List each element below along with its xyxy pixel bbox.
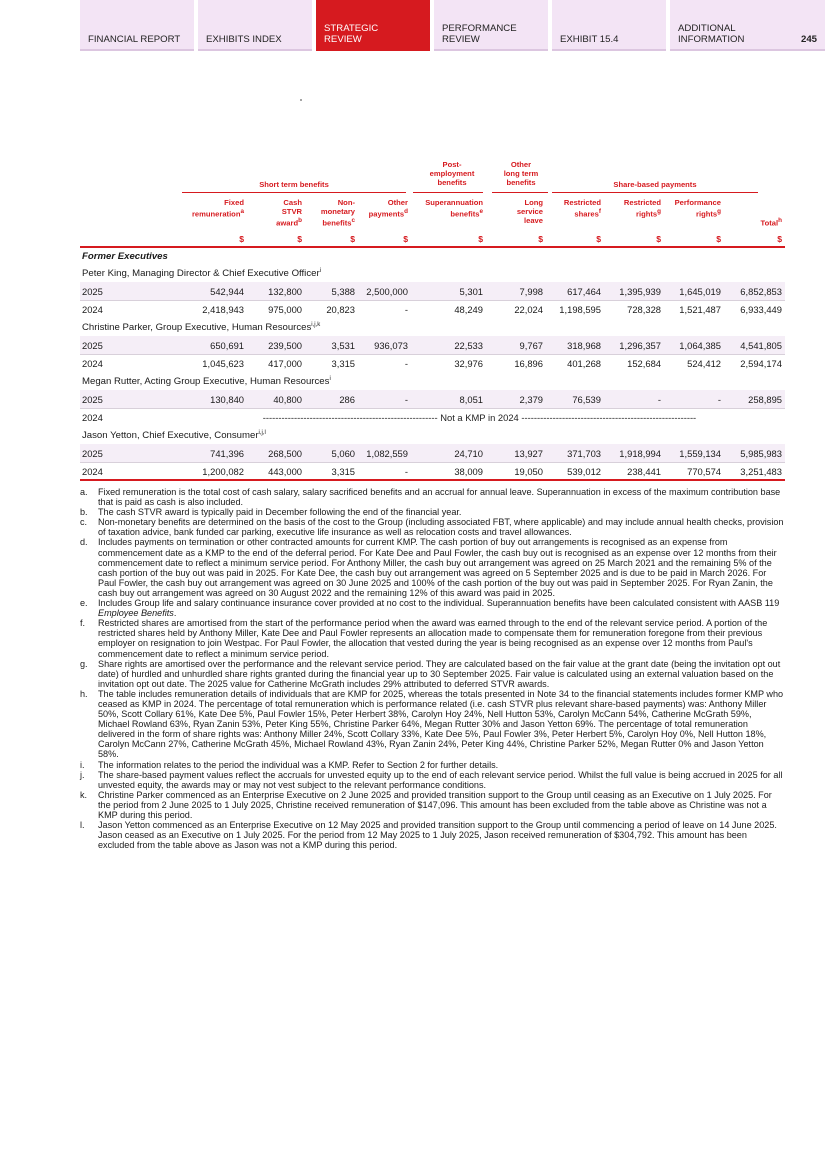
table-row [80, 300, 785, 318]
footnote [80, 618, 785, 658]
col-header-other-payments: Other payments$^d$ [368, 198, 408, 219]
section-title: Former Executives [82, 251, 168, 262]
unit-label: $ [538, 234, 543, 244]
cell-long-service-leave: 22,024 [514, 304, 543, 315]
group-rule [492, 192, 548, 193]
cell-superannuation-benefits: 38,009 [454, 466, 483, 477]
group-header-post-employment: Post- employment benefits [429, 160, 475, 188]
col-header-restricted-rights: Restricted rights$^g$ [623, 198, 661, 219]
tab-label: ADDITIONAL INFORMATION [678, 23, 745, 45]
cell-superannuation-benefits: 32,976 [454, 358, 483, 369]
cell-long-service-leave: 19,050 [514, 466, 543, 477]
footnote [80, 487, 785, 507]
unit-label: $ [596, 234, 601, 244]
footnote-text: Jason Yetton commenced as an Enterprise Executive on 12 May 2025 and provided transition support to the Group until commencing a period of leave on 14 June 2025. Jason ceased as an Executive on 1 July 2025. For the period from 12 May 2025 to 1 July 2025, Jason received remuneration of $304,792. This amount has been excluded from the table above as Jason was not a KMP during this period. [98, 820, 777, 851]
tab-exhibit-15-4[interactable] [552, 0, 666, 51]
row-year: 2024 [82, 466, 103, 477]
table-row [80, 444, 785, 462]
group-header-other-long-term: Other long term benefits [503, 160, 539, 188]
remuneration-table [80, 158, 785, 480]
cell-total: 2,594,174 [740, 358, 782, 369]
footnote [80, 517, 785, 537]
cell-other-payments: 936,073 [374, 340, 408, 351]
cell-restricted-shares: 371,703 [567, 448, 601, 459]
cell-other-payments: - [404, 304, 408, 315]
cell-cash-stvr-award: 40,800 [273, 394, 302, 405]
person-name: Peter King, Managing Director & Chief Executive Officer$^i$ [82, 267, 321, 279]
cell-restricted-rights: 152,684 [627, 358, 661, 369]
cell-superannuation-benefits: 22,533 [454, 340, 483, 351]
unit-label: $ [656, 234, 661, 244]
row-year: 2024 [82, 304, 103, 315]
cell-performance-rights: 1,559,134 [679, 448, 721, 459]
col-header-performance-rights: Performance rights$^g$ [674, 198, 721, 219]
footnote-text: Christine Parker commenced as an Enterprise Executive on 2 June 2025 and provided transition support to the Group until ceasing as an Executive on 1 July 2025. For the period from 2 June 2025 to 1 July 2025, Christine received remuneration of $147,096. This amount has been excluded from the table above as Christine was not a KMP during this period. [98, 789, 772, 820]
cell-fixed-remuneration: 1,045,623 [202, 358, 244, 369]
tab-financial-report[interactable] [80, 0, 194, 51]
cell-fixed-remuneration: 130,840 [210, 394, 244, 405]
footnote-text: The information relates to the period the individual was a KMP. Refer to Section 2 for further details. [98, 759, 499, 770]
cell-fixed-remuneration: 2,418,943 [202, 304, 244, 315]
cell-long-service-leave: 13,927 [514, 448, 543, 459]
person-name: Christine Parker, Group Executive, Human Resources$^{i,j,k}$ [82, 321, 321, 333]
cell-restricted-rights: 1,918,994 [619, 448, 661, 459]
page-number: 245 [800, 34, 817, 45]
cell-non-monetary-benefits: 286 [339, 394, 355, 405]
cell-performance-rights: 770,574 [687, 466, 721, 477]
tab-label: STRATEGIC REVIEW [324, 23, 379, 45]
col-header-long-service-leave: Long service leave [516, 198, 543, 226]
cell-cash-stvr-award: 268,500 [268, 448, 302, 459]
footnote-letter: h. [80, 688, 88, 699]
footnote [80, 598, 785, 618]
cell-superannuation-benefits: 48,249 [454, 304, 483, 315]
footnote [80, 820, 785, 850]
footnote-letter: g. [80, 658, 88, 669]
cell-performance-rights: 1,521,487 [679, 304, 721, 315]
person-name: Megan Rutter, Acting Group Executive, Human Resources$^i$ [82, 375, 331, 387]
cell-cash-stvr-award: 239,500 [268, 340, 302, 351]
cell-superannuation-benefits: 8,051 [459, 394, 483, 405]
footnote-text: Includes payments on termination or other contracted amounts for current KMP. The cash portion of buy out arrangements is recognised as an expense from commencement date as a KMP to the end of the deferral period. For Kate Dee and Paul Fowler, the cash buy out is recognised as an expense over 12 months from their commencement date to reflect a minimum service period. For Anthony Miller, the cash buy out arrangement was agreed on 25 March 2021 and the remaining 5% of the cash portion of the buy out was paid in 2025. For Kate Dee, the cash buy out arrangement was agreed on 5 September 2025 and is due to be paid in March 2026. For Paul Fowler, the cash buy out arrangement was agreed on 30 June 2025 and 100% of the cash portion of the buy out was paid in September 2025. For Ryan Zanin, the cash buy out arrangement was agreed on 30 August 2022 and the remaining 12% of this award was paid in 2025. [98, 537, 777, 598]
cell-fixed-remuneration: 1,200,082 [202, 466, 244, 477]
cell-other-payments: - [404, 466, 408, 477]
row-year: 2025 [82, 448, 103, 459]
cell-superannuation-benefits: 24,710 [454, 448, 483, 459]
footnote-letter: a. [80, 487, 88, 497]
group-rule [413, 192, 483, 193]
stray-mark [300, 99, 302, 101]
footnote-letter: b. [80, 507, 88, 518]
cell-restricted-rights: - [657, 394, 661, 405]
group-rule [182, 192, 406, 193]
cell-total: 5,985,983 [740, 448, 782, 459]
unit-label: $ [297, 234, 302, 244]
footnote-letter: c. [80, 517, 88, 528]
cell-non-monetary-benefits: 5,388 [331, 286, 355, 297]
cell-cash-stvr-award: 417,000 [268, 358, 302, 369]
cell-long-service-leave: 2,379 [519, 394, 543, 405]
col-header-fixed-remuneration: Fixed remuneration$^a$ [191, 198, 244, 219]
header-rule [80, 246, 785, 248]
cell-non-monetary-benefits: 3,531 [331, 340, 355, 351]
tab-label: FINANCIAL REPORT [88, 34, 181, 45]
tab-exhibits-index[interactable] [198, 0, 312, 51]
footnote-text: Non-monetary benefits are determined on the basis of the cost to the Group (including associated FBT, where applicable) and may include annual health checks, provision of taxation advice, bank funded car parking, executive life insurance as well as relocation costs and travel allowances. [98, 517, 784, 538]
footnote [80, 790, 785, 820]
cell-long-service-leave: 16,896 [514, 358, 543, 369]
person-name: Jason Yetton, Chief Executive, Consumer$^{i,j,l}$ [82, 429, 266, 441]
col-header-restricted-shares: Restricted shares$^f$ [563, 198, 601, 219]
row-year: 2024 [82, 358, 103, 369]
unit-label: $ [403, 234, 408, 244]
cell-other-payments: 1,082,559 [366, 448, 408, 459]
footnote-letter: f. [80, 618, 86, 629]
footnote-text: The table includes remuneration details of individuals that are KMP for 2025, whereas the totals presented in Note 34 to the financial statements includes former KMP who ceased as KMP in 2024. The percentage of total remuneration which is performance related (i.e. cash STVR plus relevant share-based payments) was: Anthony Miller 50%, Scott Collary 61%, Kate Dee 5%, Paul Fowler 15%, Peter Herbert 38%, Carolyn Hoy 24%, Nell Hutton 53%, Carolyn McCann 54%, Catherine McGrath 59%, Michael Rowland 63%, Ryan Zanin 53%, Peter King 55%, Christine Parker 64%, Megan Rutter 30% and Jason Yetton 69%. The percentage of total remuneration delivered in the form of share rights was: Anthony Miller 24%, Scott Collary 33%, Kate Dee 5%, Paul Fowler 3%, Peter Herbert 5%, Carolyn Hoy 0%, Nell Hutton 18%, Carolyn McCann 27%, Catherine McGrath 45%, Michael Rowland 43%, Ryan Zanin 24%, Peter King 44%, Christine Parker 52%, Megan Rutter 0% and Jason Yetton 58%. [98, 688, 784, 760]
cell-performance-rights: 1,064,385 [679, 340, 721, 351]
footnote-text: Includes Group life and salary continuance insurance cover provided at no cost to the individual. Superannuation benefits have been calculated consistent with AASB 119 Employee Benefits. [98, 598, 780, 619]
footnote-letter: i. [80, 759, 85, 770]
cell-non-monetary-benefits: 20,823 [326, 304, 355, 315]
footnote [80, 507, 785, 517]
group-rule [552, 192, 758, 193]
col-header-total: Total$^h$ [760, 217, 782, 228]
cell-restricted-shares: 1,198,595 [559, 304, 601, 315]
cell-restricted-shares: 539,012 [567, 466, 601, 477]
cell-performance-rights: 1,645,019 [679, 286, 721, 297]
table-row [80, 336, 785, 354]
footnote-text: Restricted shares are amortised from the start of the performance period when the award was earned through to the end of the relevant service period. A portion of the restricted shares held by Anthony Miller, Kate Dee and Paul Fowler represents an allocation made to compensate them for remuneration foregone from their previous employer on resignation to join Westpac. For Paul Fowler, the allocation that vested during the year is being recognised as an expense over 12 months from Paul's commencement date to reflect a minimum service period. [98, 618, 768, 659]
cell-total: 258,895 [748, 394, 782, 405]
table-row [80, 282, 785, 300]
cell-restricted-shares: 617,464 [567, 286, 601, 297]
tab-performance-review[interactable] [434, 0, 548, 51]
col-header-non-monetary-benefits: Non- monetary benefits$^c$ [320, 198, 355, 228]
cell-restricted-rights: 1,296,357 [619, 340, 661, 351]
footnote [80, 760, 785, 770]
cell-restricted-rights: 1,395,939 [619, 286, 661, 297]
unit-label: $ [478, 234, 483, 244]
table-row [80, 390, 785, 408]
cell-fixed-remuneration: 741,396 [210, 448, 244, 459]
group-header-short-term: Short term benefits [259, 180, 329, 189]
cell-restricted-rights: 728,328 [627, 304, 661, 315]
tab-label: PERFORMANCE REVIEW [442, 23, 517, 45]
cell-cash-stvr-award: 975,000 [268, 304, 302, 315]
tab-strategic-review[interactable] [316, 0, 430, 51]
table-row [80, 408, 785, 426]
cell-fixed-remuneration: 542,944 [210, 286, 244, 297]
footnote-text: The cash STVR award is typically paid in December following the end of the financial year. [98, 507, 462, 518]
cell-performance-rights: - [717, 394, 721, 405]
table-row [80, 354, 785, 372]
footnote-letter: l. [80, 820, 85, 831]
cell-fixed-remuneration: 650,691 [210, 340, 244, 351]
cell-restricted-shares: 76,539 [572, 394, 601, 405]
cell-restricted-shares: 318,968 [567, 340, 601, 351]
cell-restricted-shares: 401,268 [567, 358, 601, 369]
col-header-cash-stvr-award: Cash STVR award$^b$ [276, 198, 302, 228]
top-navigation [80, 0, 825, 51]
footnotes [80, 487, 785, 850]
cell-non-monetary-benefits: 3,315 [331, 358, 355, 369]
footnote [80, 537, 785, 598]
unit-label: $ [777, 234, 782, 244]
row-year: 2024 [82, 412, 103, 423]
unit-label: $ [239, 234, 244, 244]
tab-label: EXHIBITS INDEX [206, 34, 282, 45]
cell-superannuation-benefits: 5,301 [459, 286, 483, 297]
unit-label: $ [350, 234, 355, 244]
cell-other-payments: - [404, 394, 408, 405]
footnote [80, 659, 785, 689]
cell-total: 6,933,449 [740, 304, 782, 315]
cell-total: 3,251,483 [740, 466, 782, 477]
footnote [80, 689, 785, 760]
cell-other-payments: - [404, 358, 408, 369]
cell-total: 4,541,805 [740, 340, 782, 351]
footnote-letter: j. [80, 769, 85, 780]
row-note: -------------------------------------------------------- Not a KMP in 2024 -------------------------------------------------------- [262, 412, 697, 423]
footnote-letter: d. [80, 537, 88, 548]
group-header-share-based: Share-based payments [613, 180, 697, 189]
table-bottom-rule [80, 479, 785, 481]
cell-other-payments: 2,500,000 [366, 286, 408, 297]
row-year: 2025 [82, 340, 103, 351]
tab-label: EXHIBIT 15.4 [560, 34, 619, 45]
tab-additional-information[interactable] [670, 0, 825, 51]
cell-cash-stvr-award: 443,000 [268, 466, 302, 477]
cell-long-service-leave: 9,767 [519, 340, 543, 351]
unit-label: $ [716, 234, 721, 244]
cell-restricted-rights: 238,441 [627, 466, 661, 477]
cell-non-monetary-benefits: 5,060 [331, 448, 355, 459]
row-year: 2025 [82, 286, 103, 297]
footnote-letter: k. [80, 789, 88, 800]
cell-long-service-leave: 7,998 [519, 286, 543, 297]
footnote-letter: e. [80, 598, 88, 609]
cell-cash-stvr-award: 132,800 [268, 286, 302, 297]
footnote-text: Share rights are amortised over the performance and the relevant service period. They are calculated based on the fair value at the grant date (being the invitation opt out date) of hurdled and unhurdled share rights granted during the financial year up to 30 September 2025. Fair value is calculated using an external valuation based on the invitation opt out date. The 2025 value for Catherine McGrath includes 29% attributed to deferred STVR awards. [98, 658, 781, 689]
row-year: 2025 [82, 394, 103, 405]
table-row [80, 462, 785, 480]
col-header-superannuation-benefits: Superannuation benefits$^e$ [425, 198, 483, 219]
cell-non-monetary-benefits: 3,315 [331, 466, 355, 477]
footnote-text: Fixed remuneration is the total cost of cash salary, salary sacrificed benefits and an accrual for annual leave. Superannuation in excess of the maximum contribution base that is paid as cash is also included. [98, 487, 781, 508]
footnote [80, 770, 785, 790]
cell-total: 6,852,853 [740, 286, 782, 297]
footnote-text: The share-based payment values reflect the accruals for unvested equity up to the end of each relevant service period. Whilst the full value is being accrued in 2025 for all unvested equity, the awards may or may not vest subject to the relevant performance conditions. [98, 769, 783, 790]
cell-performance-rights: 524,412 [687, 358, 721, 369]
